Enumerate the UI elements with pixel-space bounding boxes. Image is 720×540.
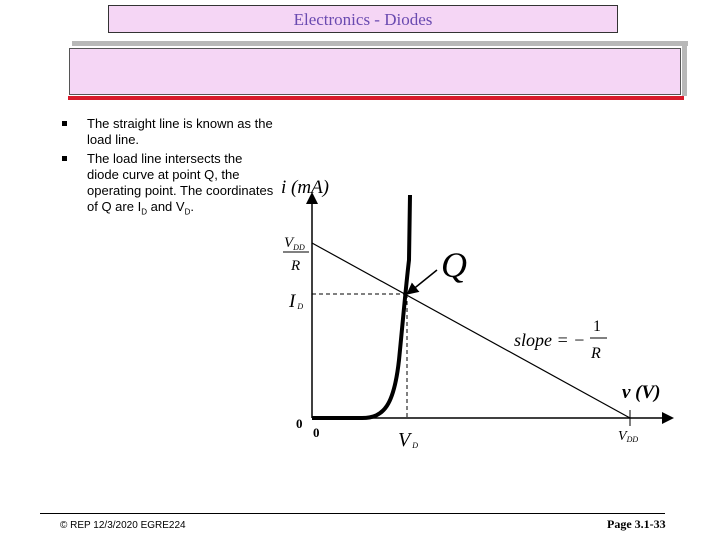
page-number: Page 3.1-33	[607, 517, 666, 531]
vdd-x-label: VDD	[618, 429, 639, 444]
vdd-numerator: $V_{DD}$	[284, 235, 305, 252]
slope-denominator: R	[591, 345, 601, 362]
bullet-text: The load line intersects the diode curve at point Q, the operating point. The coordinates of Q are I	[87, 151, 274, 214]
origin-y-label: 0	[296, 416, 303, 431]
bullet-subscript: D	[141, 207, 147, 217]
bullet-text: and V	[146, 199, 185, 214]
slope-numerator: 1	[593, 318, 601, 335]
vd-label: V D	[398, 429, 418, 451]
footer-copyright: © REP 12/3/2020 EGRE224	[60, 520, 186, 531]
origin-x-label: 0	[313, 425, 320, 440]
bullet-text: .	[190, 199, 194, 214]
diode-curve	[312, 195, 410, 418]
y-axis-label: i (mA)	[281, 177, 330, 198]
header-title: Electronics - Diodes	[293, 10, 433, 29]
bullet-subscript: D	[184, 207, 191, 217]
slope-text: slope = −	[514, 330, 586, 350]
footer-divider	[40, 513, 665, 514]
q-pointer-arrow	[411, 270, 437, 291]
x-axis-label: v (V)	[622, 382, 661, 403]
id-label: I D	[289, 291, 304, 312]
bullet-text: The straight line is known as the load line.	[87, 116, 273, 147]
q-point-label: Q	[441, 245, 467, 285]
r-denominator: R	[291, 258, 301, 274]
